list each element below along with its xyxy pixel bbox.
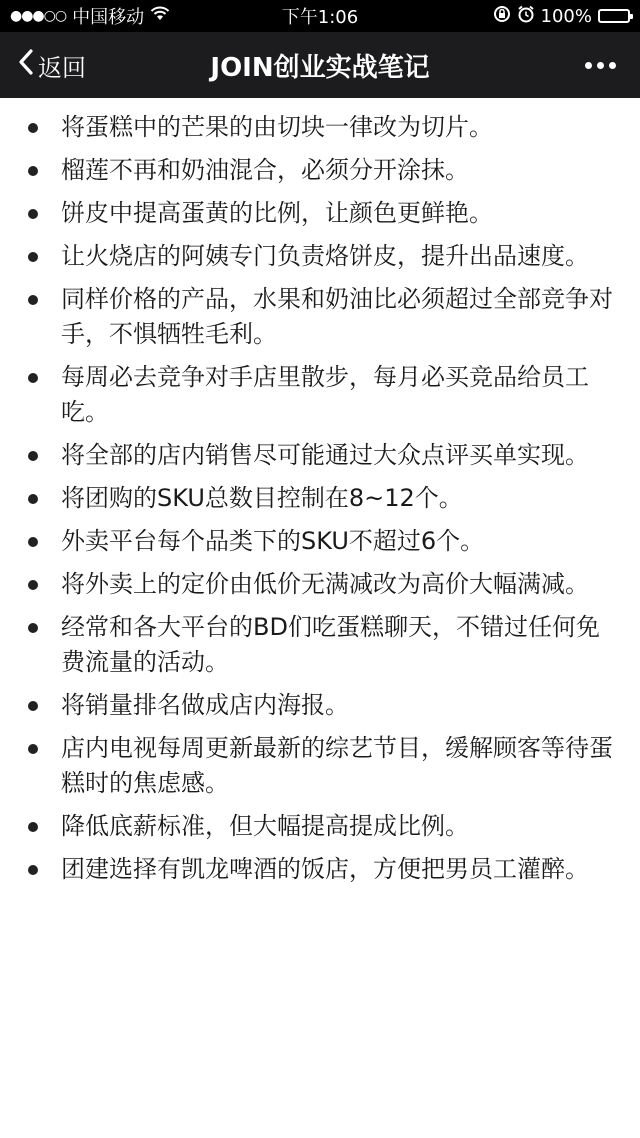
bullet-icon [28, 373, 38, 383]
bullet-icon [28, 494, 38, 504]
list-item-text: 将蛋糕中的芒果的由切块一律改为切片。 [61, 113, 493, 141]
bullet-icon [28, 451, 38, 461]
bullet-icon [28, 580, 38, 590]
battery-percent: 100% [540, 5, 592, 27]
list-item-text: 榴莲不再和奶油混合，必须分开涂抹。 [61, 156, 469, 184]
list-item-text: 同样价格的产品，水果和奶油比必须超过全部竞争对手，不惧牺牲毛利。 [61, 285, 613, 348]
status-bar [0, 0, 640, 32]
chevron-left-icon [18, 48, 34, 82]
list-item [28, 524, 620, 559]
signal-dots-icon: ●●●○○ [10, 8, 67, 24]
list-item-text: 将全部的店内销售尽可能通过大众点评买单实现。 [61, 441, 589, 469]
list-item-text: 将销量排名做成店内海报。 [61, 691, 349, 719]
battery-icon [598, 9, 630, 23]
list-item-text: 将团购的SKU总数目控制在8~12个。 [61, 484, 463, 512]
bullet-icon [28, 166, 38, 176]
bullet-icon [28, 822, 38, 832]
bullet-icon [28, 537, 38, 547]
bullet-icon [28, 252, 38, 262]
list-item-text: 店内电视每周更新最新的综艺节目，缓解顾客等待蛋糕时的焦虑感。 [61, 734, 613, 797]
back-label: 返回 [38, 53, 86, 82]
list-item [28, 360, 620, 430]
bullet-icon [28, 295, 38, 305]
list-item-text: 每周必去竞争对手店里散步，每月必买竞品给员工吃。 [61, 363, 589, 426]
list-item [28, 567, 620, 602]
list-item [28, 731, 620, 801]
alarm-icon [517, 5, 535, 28]
bullet-icon [28, 701, 38, 711]
bullet-icon [28, 123, 38, 133]
list-item [28, 196, 620, 231]
list-item-text: 外卖平台每个品类下的SKU不超过6个。 [61, 527, 485, 555]
list-item-text: 降低底薪标准，但大幅提高提成比例。 [61, 812, 469, 840]
status-time: 下午1:06 [281, 7, 359, 28]
list-item [28, 809, 620, 844]
list-item [28, 110, 620, 145]
list-item [28, 688, 620, 723]
bullet-icon [28, 744, 38, 754]
list-item [28, 282, 620, 352]
nav-bar [0, 32, 640, 98]
list-item-text: 经常和各大平台的BD们吃蛋糕聊天，不错过任何免费流量的活动。 [61, 613, 600, 676]
status-right [493, 5, 630, 28]
list-item [28, 852, 620, 887]
list-item [28, 153, 620, 188]
list-item-text: 团建选择有凯龙啤酒的饭店，方便把男员工灌醉。 [61, 855, 589, 883]
bullet-icon [28, 623, 38, 633]
back-button[interactable] [0, 48, 86, 83]
list-item-text: 让火烧店的阿姨专门负责烙饼皮，提升出品速度。 [61, 242, 589, 270]
list-item [28, 239, 620, 274]
more-icon[interactable] [585, 62, 640, 69]
list-item-text: 饼皮中提高蛋黄的比例，让颜色更鲜艳。 [61, 199, 493, 227]
bullet-icon [28, 209, 38, 219]
list-item [28, 438, 620, 473]
list-item [28, 610, 620, 680]
status-left [10, 3, 170, 29]
page-title: JOIN创业实战笔记 [210, 52, 430, 83]
list-item [28, 481, 620, 516]
article-list [0, 98, 640, 887]
rotation-lock-icon [493, 5, 511, 28]
wifi-icon [150, 6, 170, 27]
bullet-icon [28, 865, 38, 875]
carrier-label: 中国移动 [72, 7, 145, 28]
list-item-text: 将外卖上的定价由低价无满减改为高价大幅满减。 [61, 570, 589, 598]
